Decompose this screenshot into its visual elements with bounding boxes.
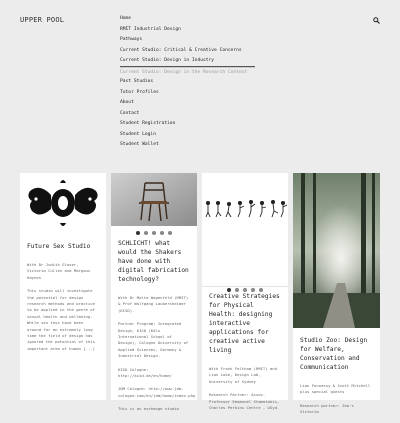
- card-meta: With Frank Feltham (RMIT) and Lian Loke, Design Lab, University of Sydney: [209, 366, 277, 384]
- card-title[interactable]: Studio Zoo: Design for Welfare, Conservation and Communication: [300, 337, 368, 371]
- card-excerpt: This is an exchange studio: [118, 406, 179, 412]
- card-image-forest[interactable]: [293, 173, 380, 328]
- nav-item-student-wallet[interactable]: Student Wallet: [120, 142, 159, 147]
- nav-item-about[interactable]: About: [120, 100, 134, 105]
- card-link-jdm[interactable]: JDM Cologne: http://www.jdm-cologne.com/en/jdm/home/index.php: [118, 386, 196, 398]
- carousel-dot[interactable]: [136, 231, 140, 235]
- search-icon[interactable]: [373, 17, 380, 24]
- card-meta: With Dr Malte Wagenfeld (RMIT) & Prof Wolfgang Laubersheimer (KISD).: [118, 295, 189, 313]
- nav-item-tutor-profiles[interactable]: Tutor Profiles: [120, 89, 159, 95]
- card-image-figures[interactable]: [202, 173, 288, 273]
- carousel-dots: [111, 220, 197, 239]
- divider: [202, 286, 288, 287]
- card-excerpt: Research Partner: Assoc. Professor Emmanuel Stamatakis, Charles Perkins Centre , USyd.: [209, 392, 280, 411]
- carousel-dot[interactable]: [168, 231, 172, 235]
- studio-card-future-sex[interactable]: [20, 173, 106, 400]
- nav-item-pathways[interactable]: Pathways: [120, 37, 143, 42]
- nav-item-contact[interactable]: Contact: [120, 110, 140, 116]
- nav-item-design-in-industry[interactable]: Current Studio: Design in Industry: [120, 56, 255, 67]
- card-meta: With Dr Judith Glover, Victoria Cullen and Margaux Haynes: [27, 262, 91, 280]
- studio-card-creative-strategies[interactable]: [202, 173, 288, 411]
- nav-item-home[interactable]: Home: [120, 16, 132, 21]
- card-title[interactable]: Creative Strategies for Physical Health: designing interactive applications for creative active living: [209, 293, 280, 354]
- card-body: [202, 292, 288, 418]
- card-excerpt: This studio will investigate the potential for design research methods and practice to be applied in the genre of sexual health and wellbeing. While sex toys have been around for an extremely long time the field of design has ignored the potential of this important area of human [...]: [27, 288, 95, 351]
- nav-item-past-studios[interactable]: Past Studios: [120, 79, 154, 84]
- card-body: [293, 336, 380, 423]
- studio-card-zoo[interactable]: [293, 173, 380, 415]
- card-partner: Partner Program: Integrated Design, KISD (Köln International School of Design), Cologne University of Applied Sciences, Germany & Industrial Design.: [118, 321, 189, 359]
- card-image-ornament[interactable]: [20, 173, 106, 235]
- site-title[interactable]: UPPER POOL: [20, 16, 65, 24]
- card-excerpt: Research partner: Zoo's Victoria: [300, 402, 354, 415]
- nav-item-critical-creative[interactable]: Current Studio: Critical & Creative Concerns: [120, 47, 242, 53]
- nav-item-student-registration[interactable]: Student Registration: [120, 121, 176, 126]
- studio-card-schlicht[interactable]: [111, 173, 197, 412]
- card-image-chair[interactable]: [111, 173, 197, 226]
- carousel-dot[interactable]: [144, 231, 148, 235]
- nav-item-student-login[interactable]: Student Login: [120, 131, 156, 137]
- card-body: [20, 242, 106, 359]
- card-title[interactable]: SCHLICHT! what would the Shakers have done with digital fabrication technology?: [118, 240, 189, 283]
- card-meta: Lian Fennessy & Scott Mitchell plus special guests: [300, 383, 371, 395]
- carousel-dot[interactable]: [160, 231, 164, 235]
- nav-item-research-context[interactable]: Current Studio: Design in the Research Context: [120, 67, 255, 78]
- nav-item-rmit-industrial-design[interactable]: RMIT Industrial Design: [120, 26, 181, 32]
- card-body: [111, 239, 197, 420]
- card-title[interactable]: Future Sex Studio: [27, 243, 91, 250]
- card-link-kisd[interactable]: KISD Cologne: http://kisd.de/en/home/: [118, 366, 172, 379]
- main-nav: [120, 14, 255, 151]
- carousel-dot[interactable]: [152, 231, 156, 235]
